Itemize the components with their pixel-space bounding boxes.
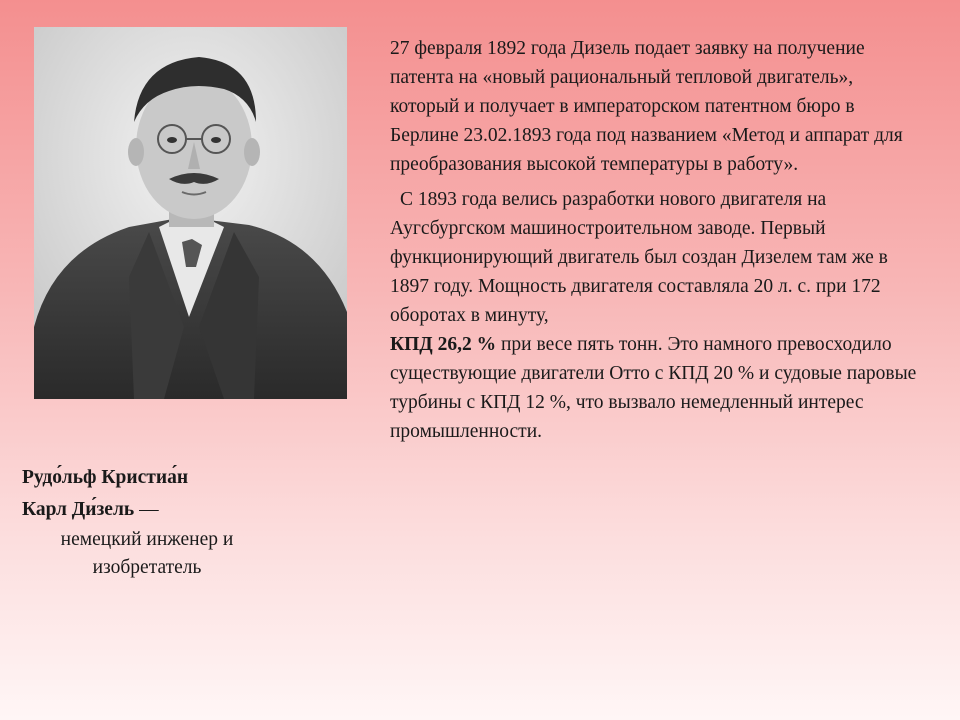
body-text xyxy=(390,34,920,446)
paragraph-2 xyxy=(390,185,920,446)
portrait-icon xyxy=(34,27,347,399)
paragraph-2-start: С 1893 года велись разработки нового двигателя на Аугсбургском машиностроительном заводе. Первый функционирующий двигатель был создан Дизелем там же в 1897 году. Мощность двигателя составляла 20 л. с. при 172 оборотах в минуту, xyxy=(390,189,888,326)
portrait-photo xyxy=(34,27,347,399)
paragraph-1: 27 февраля 1892 года Дизель подает заявку на получение патента на «новый рациональный тепловой двигатель», который и получает в императорском патентном бюро в Берлине 23.02.1893 года под названием «Метод и аппарат для преобразования высокой температуры в работу». xyxy=(390,38,903,175)
paragraph-2-end: при весе пять тонн. Это намного превосходило существующие двигатели Отто с КПД 20 % и судовые паровые турбины с КПД 12 %, что вызвало немедленный интерес промышленности. xyxy=(390,334,917,442)
caption-name-line1: Рудо́льф Кристиа́н xyxy=(22,467,189,488)
portrait-caption xyxy=(22,462,272,582)
caption-description: немецкий инженер и изобретатель xyxy=(60,529,234,578)
caption-dash: — xyxy=(134,499,159,520)
efficiency-highlight: КПД 26,2 % xyxy=(390,334,497,355)
caption-name-line2: Карл Ди́зель xyxy=(22,499,135,520)
